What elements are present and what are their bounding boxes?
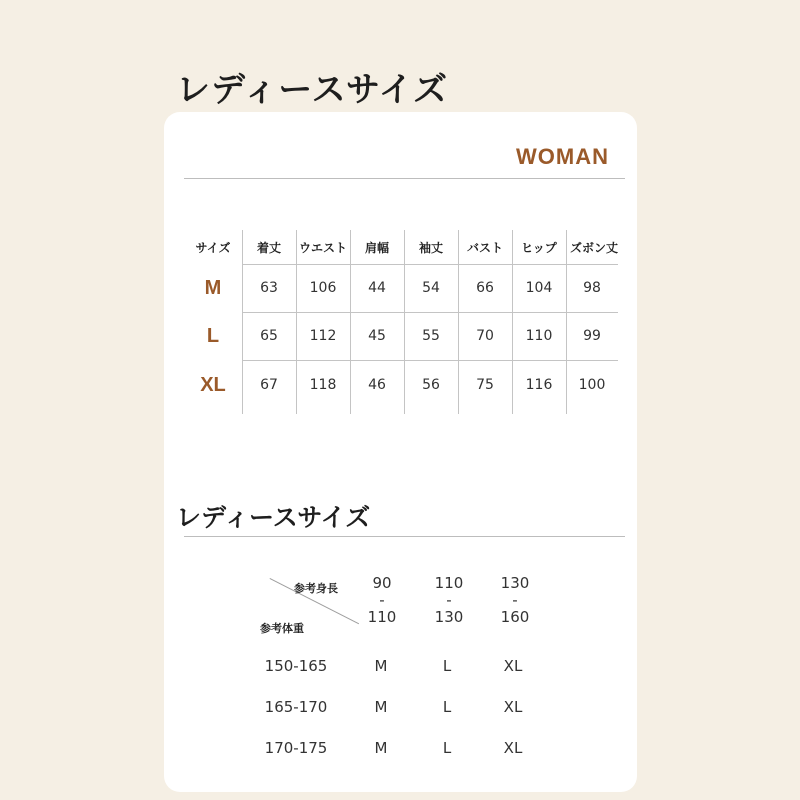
recommended-size: M xyxy=(374,739,388,757)
recommended-size: XL xyxy=(503,739,523,757)
header-bust: バスト xyxy=(466,240,503,255)
table-cell: 45 xyxy=(368,328,386,344)
table-cell: 55 xyxy=(422,328,440,344)
height-to: 130 xyxy=(434,607,464,626)
table-cell: 67 xyxy=(260,377,278,393)
table-cell: 54 xyxy=(422,280,440,296)
divider xyxy=(184,536,625,537)
table-cell: 70 xyxy=(476,328,494,344)
table-cell: 46 xyxy=(368,377,386,393)
height-range xyxy=(487,572,543,628)
height-from: 110 xyxy=(434,573,464,592)
recommended-size: L xyxy=(442,698,452,716)
header-sleeve: 袖丈 xyxy=(418,240,443,255)
header-waist: ウエスト xyxy=(298,240,347,255)
header-pants-length: ズボン丈 xyxy=(569,240,618,255)
header-size: サイズ xyxy=(195,240,231,255)
reference-height-label: 参考身長 xyxy=(294,582,338,595)
table-cell: 116 xyxy=(525,377,553,393)
table-cell: 44 xyxy=(368,280,386,296)
table-cell: 63 xyxy=(260,280,278,296)
header-hip: ヒップ xyxy=(521,240,557,255)
table-cell: 106 xyxy=(309,280,337,296)
table-cell: 118 xyxy=(309,377,337,393)
weight-range: 170-175 xyxy=(264,739,328,757)
height-range xyxy=(421,572,477,628)
table-cell: 112 xyxy=(309,328,337,344)
height-from: 90 xyxy=(372,573,392,592)
table-cell: 99 xyxy=(583,328,601,344)
size-chart-card xyxy=(164,112,637,792)
page-title: レディースサイズ xyxy=(176,70,449,110)
table-cell: 110 xyxy=(525,328,553,344)
size-label: M xyxy=(204,276,222,299)
height-dash: - xyxy=(379,590,385,609)
weight-range: 150-165 xyxy=(264,657,328,675)
height-dash: - xyxy=(512,590,518,609)
size-label: L xyxy=(206,324,220,347)
height-from: 130 xyxy=(500,573,530,592)
divider xyxy=(184,178,625,179)
recommended-size: XL xyxy=(503,657,523,675)
weight-range: 165-170 xyxy=(264,698,328,716)
reference-weight-label: 参考体重 xyxy=(260,622,304,635)
table-cell: 104 xyxy=(525,280,553,296)
header-shoulder: 肩幅 xyxy=(364,240,389,255)
height-dash: - xyxy=(446,590,452,609)
table-cell: 56 xyxy=(422,377,440,393)
table-cell: 65 xyxy=(260,328,278,344)
table-cell: 66 xyxy=(476,280,494,296)
table-cell: 98 xyxy=(583,280,601,296)
table-cell: 75 xyxy=(476,377,494,393)
brand-label: WOMAN xyxy=(516,144,609,169)
size-label: XL xyxy=(200,373,226,396)
recommended-size: L xyxy=(442,739,452,757)
header-length: 着丈 xyxy=(256,240,281,255)
height-range xyxy=(354,572,410,628)
recommended-size: XL xyxy=(503,698,523,716)
recommended-size: M xyxy=(374,698,388,716)
table-cell: 100 xyxy=(578,377,606,393)
recommended-size: M xyxy=(374,657,388,675)
height-to: 160 xyxy=(500,607,530,626)
section-title: レディースサイズ xyxy=(176,503,371,532)
recommended-size: L xyxy=(442,657,452,675)
height-to: 110 xyxy=(367,607,397,626)
